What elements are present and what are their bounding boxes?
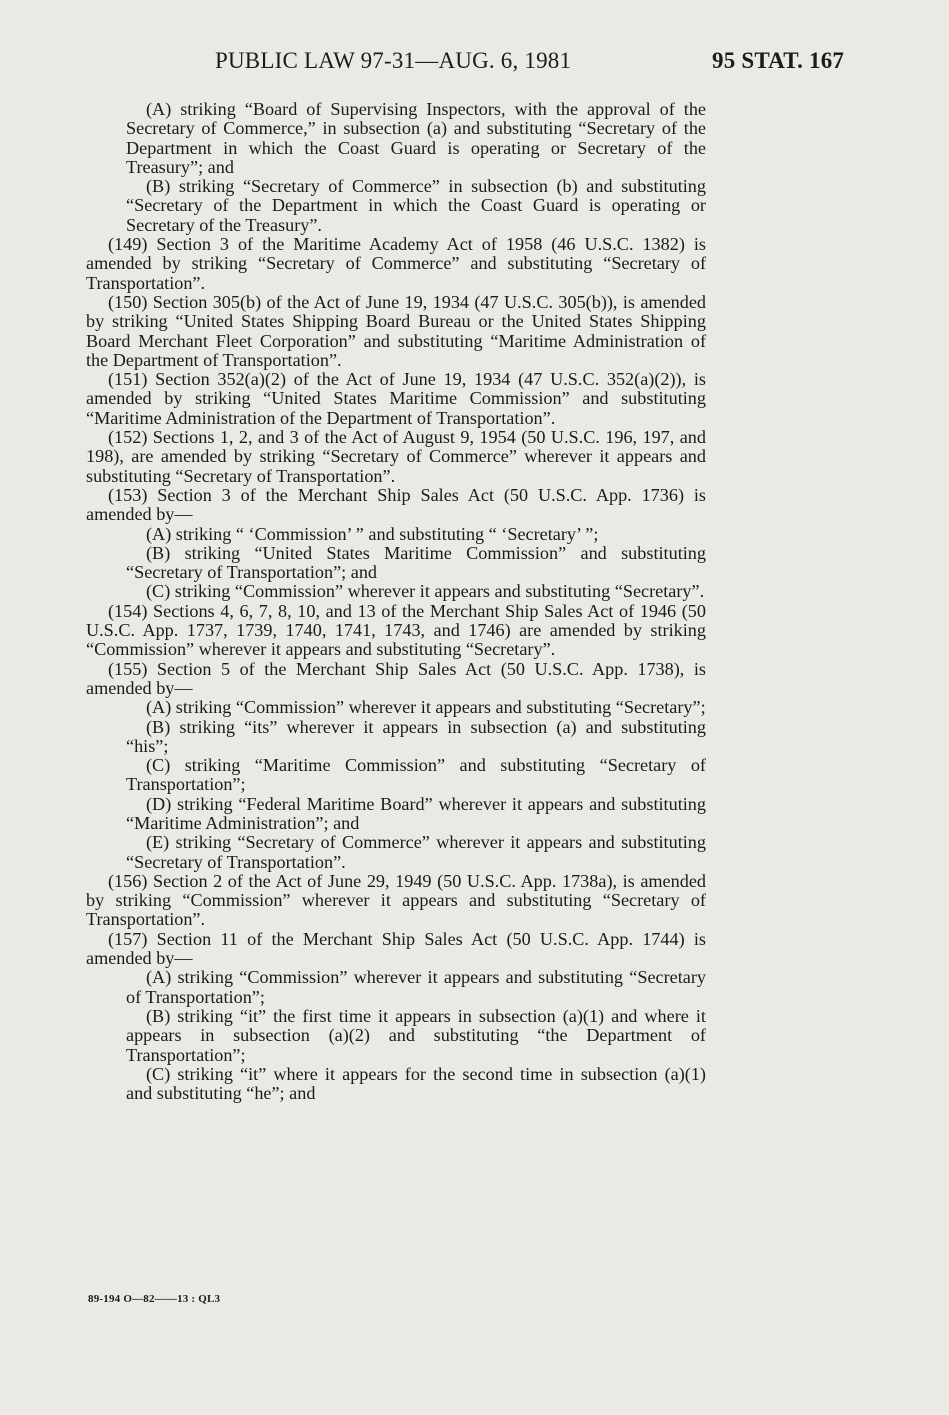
paragraph: (B) striking “United States Maritime Commission” and substituting “Secretary of Transportation”; and: [126, 542, 706, 583]
paragraph: (150) Section 305(b) of the Act of June 19, 1934 (47 U.S.C. 305(b)), is amended by striking “United States Shipping Board Bureau or the United States Shipping Board Merchant Fleet Corporation” and substituting “Maritime Administration of the Department of Transportation”.: [86, 291, 706, 370]
paragraph: (E) striking “Secretary of Commerce” wherever it appears and substituting “Secretary of Transportation”.: [126, 832, 706, 872]
paragraph: (154) Sections 4, 6, 7, 8, 10, and 13 of the Merchant Ship Sales Act of 1946 (50 U.S.C. App. 1737, 1739, 1740, 1741, 1743, and 1746) are amended by striking “Commission” wherever it appears and substituting “Secretary”.: [86, 600, 706, 660]
paragraph: (A) striking “ ‘Commission’ ” and substituting “ ‘Secretary’ ”;: [146, 523, 599, 544]
paragraph: (A) striking “Commission” wherever it appears and substituting “Secretary”;: [146, 697, 706, 718]
stat-page-number: 95 STAT. 167: [712, 48, 845, 73]
paragraph: (151) Section 352(a)(2) of the Act of June 19, 1934 (47 U.S.C. 352(a)(2)), is amended by striking “United States Maritime Commission” and substituting “Maritime Administration of the Department of Transportation”.: [86, 369, 706, 428]
paragraph: (C) striking “it” where it appears for the second time in subsection (a)(1) and substituting “he”; and: [126, 1063, 706, 1104]
paragraph: (B) striking “its” wherever it appears in subsection (a) and substituting “his”;: [126, 716, 706, 756]
paragraph: (157) Section 11 of the Merchant Ship Sales Act (50 U.S.C. App. 1744) is amended by—: [86, 928, 706, 969]
print-code-footer: 89-194 O—82——13 : QL3: [88, 1293, 221, 1305]
paragraph: (153) Section 3 of the Merchant Ship Sales Act (50 U.S.C. App. 1736) is amended by—: [86, 484, 706, 525]
paragraph: (155) Section 5 of the Merchant Ship Sales Act (50 U.S.C. App. 1738), is amended by—: [86, 658, 706, 698]
paragraph: (B) striking “Secretary of Commerce” in subsection (b) and substituting “Secretary of the Department in which the Coast Guard is operating or Secretary of the Treasury”.: [126, 176, 706, 235]
paragraph: (149) Section 3 of the Maritime Academy Act of 1958 (46 U.S.C. 1382) is amended by striking “Secretary of Commerce” and substituting “Secretary of Transportation”.: [86, 234, 706, 293]
paragraph: (C) striking “Maritime Commission” and substituting “Secretary of Transportation”;: [126, 755, 706, 795]
paragraph: (156) Section 2 of the Act of June 29, 1949 (50 U.S.C. App. 1738a), is amended by striking “Commission” wherever it appears and substituting “Secretary of Transportation”.: [86, 870, 706, 930]
paragraph: (C) striking “Commission” wherever it appears and substituting “Secretary”.: [146, 581, 705, 602]
paragraph: (A) striking “Board of Supervising Inspectors, with the approval of the Secretary of Commerce,” in subsection (a) and substituting “Secretary of the Department in which the Coast Guard is operating or Secretary of the Treasury”; and: [126, 99, 706, 177]
law-title: PUBLIC LAW 97-31—AUG. 6, 1981: [215, 48, 572, 73]
paragraph: (152) Sections 1, 2, and 3 of the Act of August 9, 1954 (50 U.S.C. 196, 197, and 198), are amended by striking “Secretary of Commerce” wherever it appears and substituting “Secretary of Transportation”.: [86, 427, 706, 486]
paragraph: (A) striking “Commission” wherever it appears and substituting “Secretary of Transportation”;: [126, 967, 706, 1007]
document-body: [86, 100, 706, 1103]
paragraph: (D) striking “Federal Maritime Board” wherever it appears and substituting “Maritime Administration”; and: [126, 793, 706, 833]
paragraph: (B) striking “it” the first time it appears in subsection (a)(1) and where it appears in subsection (a)(2) and substituting “the Department of Transportation”;: [126, 1005, 706, 1065]
